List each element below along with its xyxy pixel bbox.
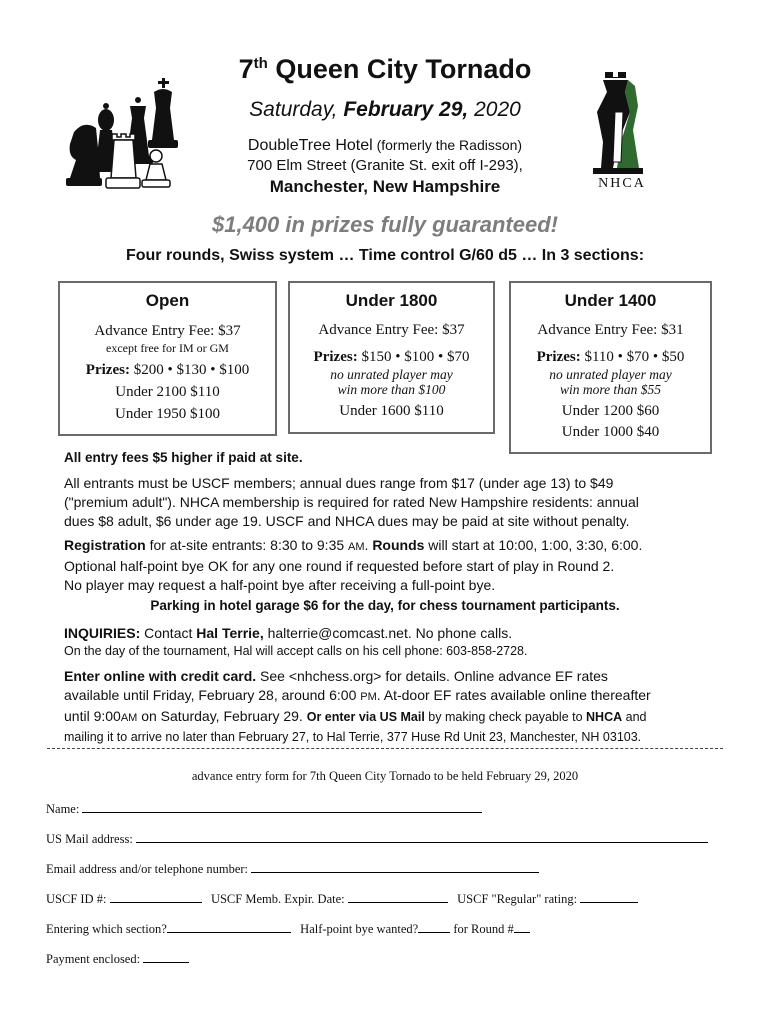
unrated-note: no unrated player may [549,367,672,382]
nhca-logo [583,72,663,197]
uscf-id-label: USCF ID #: [46,892,107,906]
street-address: 700 Elm Street (Granite St. exit off I-293), [247,157,523,174]
payment-label: Payment enclosed: [46,952,141,966]
form-row-section [46,920,530,937]
form-row-mail [46,830,708,847]
prizes-line: Prizes: $150 • $100 • $70 [313,349,470,365]
nh-rook-logo-icon [583,72,663,192]
class-prize: Under 2100 $110 [115,384,220,400]
email-label: Email address and/or telephone number: [46,862,249,876]
form-row-uscf [46,890,638,907]
round-label: for Round # [453,922,514,936]
prizes-line: Prizes: $110 • $70 • $50 [536,349,685,365]
section-name: Under 1400 [564,291,657,310]
cut-line [47,748,723,749]
section-box-open [58,281,277,436]
form-heading: advance entry form for 7th Queen City Tornado to be held February 29, 2020 [191,769,579,783]
class-prize: Under 1200 $60 [561,403,660,419]
registration-paragraph: Registration for at-site entrants: 8:30 to 9:35 AM. Rounds will start at 10:00, 1:00, 3:30, 6:00. Optional half-point bye OK for any one round if requested before start of play in Round 2. No player may request a half-point bye after receiving a full-point bye. [64,537,643,593]
unrated-note: win more than $55 [559,382,662,397]
class-prize: Under 1600 $110 [339,403,444,419]
expir-label: USCF Memb. Expir. Date: [210,892,345,906]
round-field[interactable] [514,920,530,933]
fees-higher-note: All entry fees $5 higher if paid at site. [64,450,303,465]
fee-note: except free for IM or GM [106,341,229,355]
format-line: Four rounds, Swiss system … Time control G/60 d5 … In 3 sections: [125,247,645,264]
email-phone-field[interactable] [251,860,539,873]
payment-field[interactable] [143,950,189,963]
section-name: Under 1800 [345,291,438,310]
form-row-name [46,800,482,817]
name-field[interactable] [82,800,482,813]
section-box-under-1400 [509,281,712,454]
entry-fee: Advance Entry Fee: $37 [94,323,241,339]
mail-address-field[interactable] [136,830,708,843]
section-label: Entering which section? [46,922,167,936]
membership-paragraph: All entrants must be USCF members; annual dues range from $17 (under age 13) to $49 ("premium adult"). NHCA membership is required for rated New Hampshire residents: annual dues $8 adult, $6 under age 19. USCF and NHCA dues may be paid at site without penalty. [64,475,639,529]
unrated-note: no unrated player may [330,367,453,382]
prizes-line: Prizes: $200 • $130 • $100 [85,362,250,378]
name-label: Name: [46,802,80,816]
entry-fee: Advance Entry Fee: $37 [318,322,465,338]
prizes-guaranteed: $1,400 in prizes fully guaranteed! [211,212,558,237]
section-field[interactable] [167,920,291,933]
contact-email: halterrie@comcast.net [263,625,408,641]
rating-label: USCF "Regular" rating: [457,892,578,906]
form-row-email [46,860,539,877]
city: Manchester, New Hampshire [269,177,501,196]
section-name: Open [145,291,190,310]
class-prize: Under 1000 $40 [561,424,660,440]
class-prize: Under 1950 $100 [115,406,220,422]
entry-fee: Advance Entry Fee: $31 [537,322,684,338]
form-row-payment [46,950,189,967]
tournament-date: Saturday, February 29, 2020 [249,98,521,121]
expir-date-field[interactable] [348,890,448,903]
online-entry-paragraph: Enter online with credit card. See <nhchess.org> for details. Online advance EF rates available until Friday, February 28, around 6:00 PM. At-door EF rates available online thereafter until 9:00AM on Saturday, February 29. Or enter via US Mail by making check payable to NHCA and mailing it to arrive no later than February 27, to Hal Terrie, 377 Huse Rd Unit 23, Manchester, NH 03103. [64,668,651,744]
inquiries-paragraph: INQUIRIES: Contact Hal Terrie, halterrie@comcast.net. No phone calls. On the day of the tournament, Hal will accept calls on his cell phone: 603-858-2728. [64,625,528,658]
hotel-line: DoubleTree Hotel (formerly the Radisson) [247,137,523,154]
bye-field[interactable] [418,920,450,933]
bye-label: Half-point bye wanted? [300,922,419,936]
unrated-note: win more than $100 [337,382,446,397]
mail-label: US Mail address: [46,832,133,846]
parking-note: Parking in hotel garage $6 for the day, for chess tournament participants. [150,598,620,613]
section-box-under-1800 [288,281,495,434]
uscf-id-field[interactable] [110,890,202,903]
logo-caption: NHCA [598,176,646,191]
tournament-title: 7th Queen City Tornado [238,54,532,84]
rating-field[interactable] [580,890,638,903]
